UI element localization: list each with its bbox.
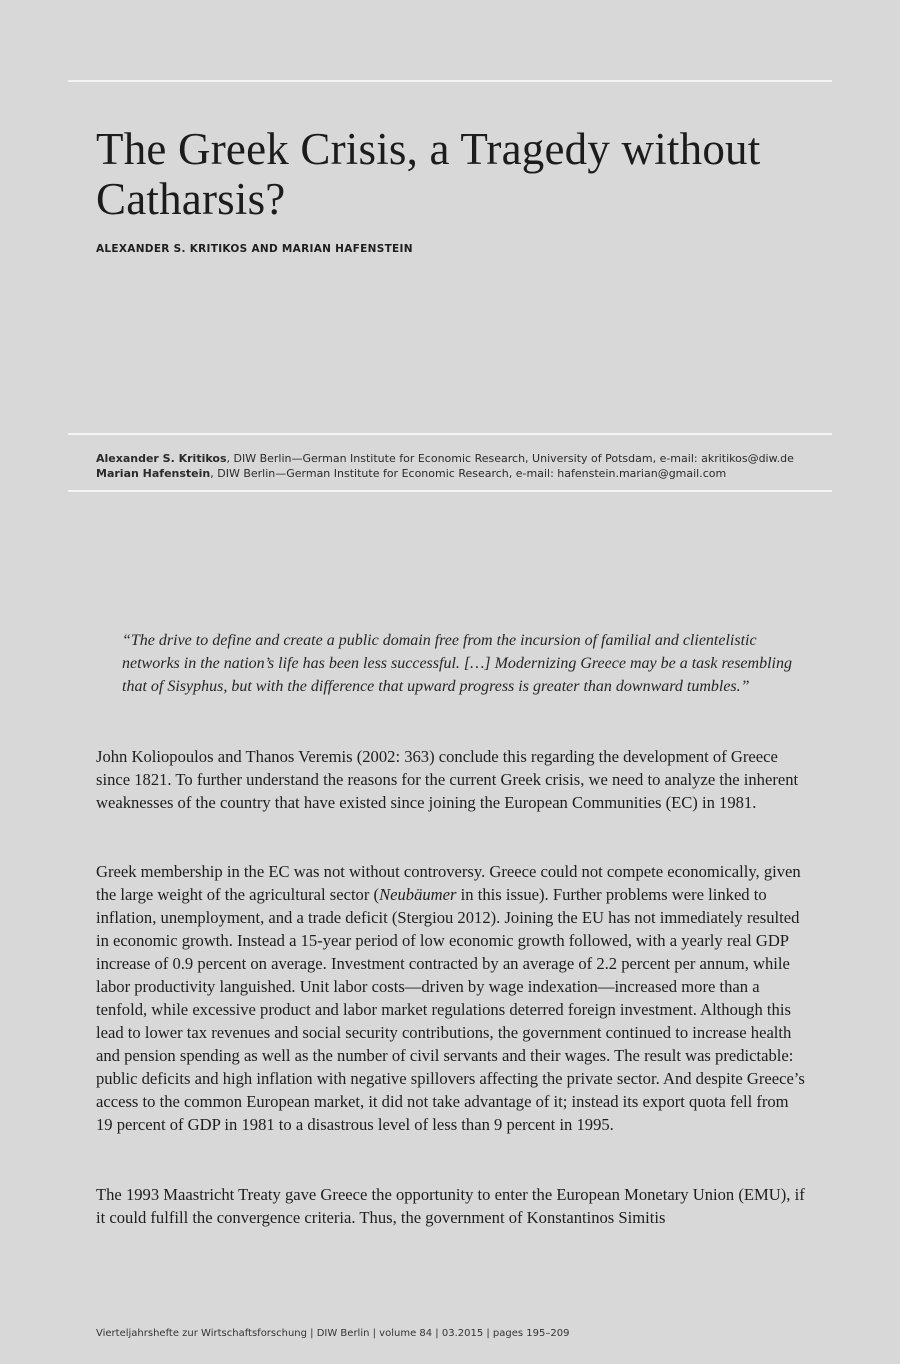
paragraph-2-part-a: Greek membership in the EC was not without controversy. Greece could not compete economically, given the large weight of the agricultural sector ( — [96, 862, 801, 904]
affiliation-1 — [96, 451, 836, 466]
journal-footer: Vierteljahrshefte zur Wirtschaftsforschung | DIW Berlin | volume 84 | 03.2015 | pages 195–209 — [96, 1328, 570, 1339]
affiliation-1-detail: , DIW Berlin—German Institute for Economic Research, University of Potsdam, e-mail: akritikos@diw.de — [226, 452, 794, 465]
affiliation-bottom-rule — [68, 490, 832, 492]
paragraph-1: John Koliopoulos and Thanos Veremis (2002: 363) conclude this regarding the development of Greece since 1821. To further understand the reasons for the current Greek crisis, we need to analyze the inherent weaknesses of the country that have existed since joining the European Communities (EC) in 1981. — [96, 747, 799, 812]
paragraph-2-citation: Neubäumer — [379, 885, 457, 904]
affiliations — [96, 451, 836, 481]
paragraph-3: The 1993 Maastricht Treaty gave Greece the opportunity to enter the European Monetary Union (EMU), if it could fulfill the convergence criteria. Thus, the government of Konstantinos Simitis — [96, 1185, 805, 1227]
article-title: The Greek Crisis, a Tragedy without Catharsis? — [96, 124, 761, 224]
paragraph-2-part-b: in this issue). Further problems were linked to inflation, unemployment, and a trade deficit (Stergiou 2012). Joining the EU has not immediately resulted in economic growth. Instead a 15-year period of low economic growth followed, with a yearly real GDP increase of 0.9 percent on average. Investment contracted by an average of 2.2 percent per annum, while labor productivity languished. Unit labor costs—driven by wage indexation—increased more than a tenfold, while excessive product and labor market regulations deterred foreign investment. Although this lead to lower tax revenues and social security contributions, the government continued to increase health and pension spending as well as the number of civil servants and their wages. The result was predictable: public deficits and high inflation with negative spillovers affecting the private sector. And despite Greece’s access to the common European market, it did not take advantage of it; instead its export quota fell from 19 percent of GDP in 1981 to a disastrous level of less than 9 percent in 1995. — [96, 885, 805, 1134]
top-rule — [68, 80, 832, 82]
affiliation-2-name: Marian Hafenstein — [96, 467, 211, 480]
affiliation-2-detail: , DIW Berlin—German Institute for Economic Research, e-mail: hafenstein.marian@gmail.com — [210, 467, 727, 480]
affiliation-1-name: Alexander S. Kritikos — [96, 452, 227, 465]
epigraph-quote: “The drive to define and create a public domain free from the incursion of familial and clientelistic networks in the nation’s life has been less successful. […] Modernizing Greece may be a task resembling that of Sisyphus, but with the difference that upward progress is greater than downward tumbles.” — [122, 632, 792, 695]
affiliation-2 — [96, 466, 836, 481]
paragraph-2 — [96, 860, 806, 1136]
author-line: ALEXANDER S. KRITIKOS AND MARIAN HAFENSTEIN — [96, 243, 413, 255]
affiliation-top-rule — [68, 433, 832, 435]
